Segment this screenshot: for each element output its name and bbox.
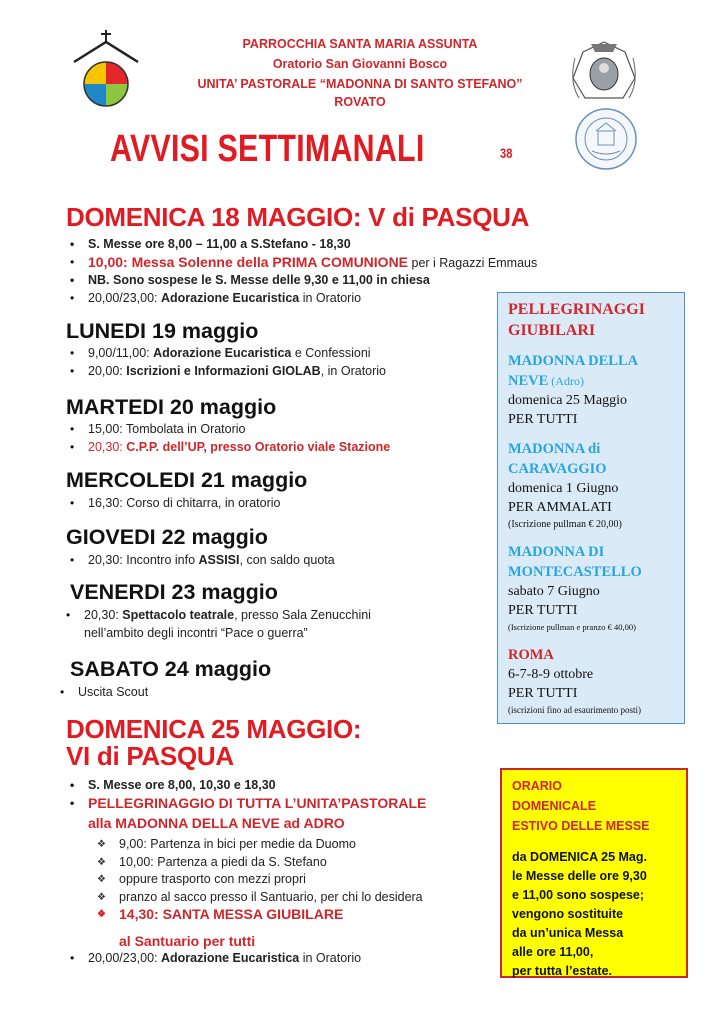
pilgrimage-3-name-2: MONTECASTELLO xyxy=(508,564,642,580)
list-item: • 15,00: Tombolata in Oratorio xyxy=(66,421,390,439)
pilgrimage-3-date: sabato 7 Giugno xyxy=(508,584,600,599)
sunday25-list xyxy=(66,777,426,834)
summer-schedule-title-1: ORARIO xyxy=(512,779,562,793)
sunday25-evening-list xyxy=(66,950,361,968)
monday-heading: LUNEDI 19 maggio xyxy=(66,319,259,343)
oratory-logo xyxy=(70,28,142,110)
unita-pastorale-seal-icon xyxy=(574,107,638,171)
mass-location-note: al Santuario per tutti xyxy=(119,933,256,949)
list-item-continuation: alla MADONNA DELLA NEVE ad ADRO xyxy=(88,815,345,831)
pilgrimage-3-audience: PER TUTTI xyxy=(508,603,578,618)
list-item: • Uscita Scout xyxy=(56,684,148,702)
summer-schedule-line: e 11,00 sono sospese; xyxy=(512,888,645,902)
list-item-continuation: nell’ambito degli incontri “Pace o guerra” xyxy=(84,625,308,640)
parish-name: PARROCCHIA SANTA MARIA ASSUNTA xyxy=(242,37,478,51)
list-item: • 20,30: Incontro info ASSISI, con saldo quota xyxy=(66,552,335,570)
list-item: • 9,00/11,00: Adorazione Eucaristica e Confessioni xyxy=(66,345,386,363)
summer-schedule-line: le Messe delle ore 9,30 xyxy=(512,869,647,883)
list-item: • 20,00: Iscrizioni e Informazioni GIOLAB, in Oratorio xyxy=(66,363,386,381)
pilgrimage-3-name: MADONNA DI xyxy=(508,544,605,560)
town-name: ROVATO xyxy=(334,95,386,109)
list-item: • 20,00/23,00: Adorazione Eucaristica in Oratorio xyxy=(66,950,361,968)
pilgrimage-1-date: domenica 25 Maggio xyxy=(508,393,627,408)
pilgrimage-2-name: MADONNA di xyxy=(508,441,601,457)
monday-list xyxy=(66,345,386,380)
pastoral-unit-name: UNITA’ PASTORALE “MADONNA DI SANTO STEFANO” xyxy=(197,77,523,91)
summer-schedule-box xyxy=(500,768,688,978)
pilgrimage-4-audience: PER TUTTI xyxy=(508,686,578,701)
list-item: • PELLEGRINAGGIO DI TUTTA L’UNITA’PASTORALE xyxy=(66,795,426,813)
tuesday-list xyxy=(66,421,390,456)
list-item: ❖ 10,00: Partenza a piedi da S. Stefano xyxy=(95,854,423,872)
pilgrimages-box xyxy=(497,292,685,724)
pilgrimage-2-name-2: CARAVAGGIO xyxy=(508,461,607,477)
pilgrimage-1-name-2: NEVE (Adro) xyxy=(508,373,584,389)
friday-list xyxy=(62,607,371,642)
summer-schedule-line: vengono sostituite xyxy=(512,907,624,921)
sunday25-heading: DOMENICA 25 MAGGIO: xyxy=(66,714,362,744)
list-item: • 10,00: Messa Solenne della PRIMA COMUNIONE per i Ragazzi Emmaus xyxy=(66,254,537,273)
list-item: ❖ pranzo al sacco presso il Santuario, per chi lo desidera xyxy=(95,889,423,907)
bishop-coat-of-arms-icon xyxy=(565,38,643,104)
thursday-heading: GIOVEDI 22 maggio xyxy=(66,525,268,549)
saturday-heading: SABATO 24 maggio xyxy=(70,657,272,681)
pilgrimage-2-audience: PER AMMALATI xyxy=(508,500,612,515)
list-item: ❖ oppure trasporto con mezzi propri xyxy=(95,871,423,889)
pilgrimage-details-list xyxy=(95,836,423,924)
sunday18-heading: DOMENICA 18 MAGGIO: V di PASQUA xyxy=(66,202,530,232)
list-item: • 20,00/23,00: Adorazione Eucaristica in Oratorio xyxy=(66,290,537,308)
pilgrimage-4-name: ROMA xyxy=(508,647,554,663)
sunday18-list xyxy=(66,236,537,307)
tuesday-heading: MARTEDI 20 maggio xyxy=(66,395,277,419)
list-item: • S. Messe ore 8,00, 10,30 e 18,30 xyxy=(66,777,426,795)
pilgrimage-2-date: domenica 1 Giugno xyxy=(508,481,619,496)
issue-number: 38 xyxy=(500,145,513,161)
list-item: • NB. Sono sospese le S. Messe delle 9,30 e 11,00 in chiesa xyxy=(66,272,537,290)
pilgrimage-4-date: 6-7-8-9 ottobre xyxy=(508,667,594,682)
friday-heading: VENERDI 23 maggio xyxy=(70,580,278,604)
pilgrimage-3-note: (Iscrizione pullman e pranzo € 40,00) xyxy=(508,622,636,632)
pilgrimage-2-note: (Iscrizione pullman € 20,00) xyxy=(508,519,622,530)
list-item: • 16,30: Corso di chitarra, in oratorio xyxy=(66,495,280,513)
pilgrimage-1-audience: PER TUTTI xyxy=(508,412,578,427)
pilgrimages-title: PELLEGRINAGGI xyxy=(508,301,645,318)
pilgrimages-title-2: GIUBILARI xyxy=(508,322,596,339)
pilgrimage-1-name: MADONNA DELLA xyxy=(508,353,639,369)
list-item: • S. Messe ore 8,00 – 11,00 a S.Stefano - 18,30 xyxy=(66,236,537,254)
list-item: • 20,30: Spettacolo teatrale, presso Sala Zenucchini xyxy=(62,607,371,625)
sunday25-subheading: VI di PASQUA xyxy=(66,741,234,771)
page-title: AVVISI SETTIMANALI xyxy=(110,128,425,170)
summer-schedule-line: alle ore 11,00, xyxy=(512,945,594,959)
list-item: • 20,30: C.P.P. dell’UP, presso Oratorio viale Stazione xyxy=(66,439,390,457)
summer-schedule-line: da un’unica Messa xyxy=(512,926,624,940)
pilgrimage-4-note: (iscrizioni fino ad esaurimento posti) xyxy=(508,705,641,715)
list-item: ❖ 14,30: SANTA MESSA GIUBILARE xyxy=(95,906,423,924)
wednesday-list xyxy=(66,495,280,513)
oratory-name: Oratorio San Giovanni Bosco xyxy=(272,57,448,71)
wednesday-heading: MERCOLEDI 21 maggio xyxy=(66,468,308,492)
summer-schedule-text xyxy=(512,848,676,981)
summer-schedule-line: per tutta l’estate. xyxy=(512,964,613,978)
saturday-list xyxy=(56,684,148,702)
summer-schedule-line: da DOMENICA 25 Mag. xyxy=(512,850,647,864)
summer-schedule-title-3: ESTIVO DELLE MESSE xyxy=(512,819,650,833)
summer-schedule-title-2: DOMENICALE xyxy=(512,799,597,813)
thursday-list xyxy=(66,552,335,570)
list-item: ❖ 9,00: Partenza in bici per medie da Duomo xyxy=(95,836,423,854)
